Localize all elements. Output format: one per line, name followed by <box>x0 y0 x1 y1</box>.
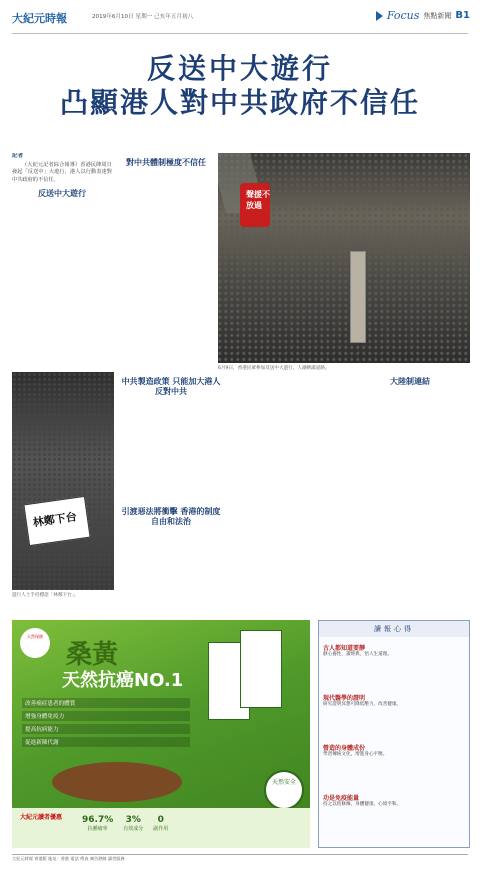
headline <box>0 52 480 120</box>
section-name: Focus <box>386 9 420 22</box>
date-line: 2019年6月10日 星期一 己亥年五月初八 <box>92 14 194 20</box>
main-photo-caption: 6月9日，香港民眾參加反送中大遊行，人潮擠滿道路。 <box>218 366 330 371</box>
info-box-header: 讀報心得 <box>319 621 469 637</box>
pedestrian-bridge <box>350 251 366 343</box>
info-item-text: 學習傳統文化，增進身心平衡。 <box>323 752 388 757</box>
newspaper-logo: 大紀元時報 <box>12 12 67 25</box>
masthead <box>0 0 480 42</box>
info-item-text: 靜心養性，讀經典，悟人生道理。 <box>323 652 392 657</box>
sidebar-info-box <box>318 620 470 848</box>
product-box <box>240 630 282 708</box>
ad-stat-label: 副作用 <box>153 826 169 832</box>
article-subhead: 中共製造政策 只能加大港人反對中共 <box>121 376 221 396</box>
ad-brand: 桑黃 <box>66 640 119 670</box>
ad-seal: 天然安全 <box>264 770 304 810</box>
ad-stat-value: 0 <box>157 815 164 825</box>
protest-crowd-photo <box>218 153 470 363</box>
section-header <box>376 9 470 22</box>
page-footer: 大紀元時報 香港版 地址：香港 電話 傳真 廣告熱線 讀者服務 <box>12 854 468 870</box>
info-item <box>323 643 467 658</box>
ad-benefit-item: 改善癌症患者的體質 <box>22 698 190 708</box>
info-item-title: 古人都知道要靜 <box>323 645 366 652</box>
ad-benefit-item: 增強身體免疫力 <box>22 711 190 721</box>
ad-stat <box>123 815 143 832</box>
info-item-text: 研究證明冥想可降低壓力、改善健康。 <box>323 702 402 707</box>
info-item-title: 功是免疫能量 <box>323 795 360 802</box>
article-byline: 記者 <box>12 153 24 159</box>
product-boxes <box>208 630 288 740</box>
ad-stats <box>82 815 168 832</box>
info-item-text: 持之以恆修煉，身體健康、心境平和。 <box>323 802 402 807</box>
page-number: B1 <box>455 10 470 21</box>
left-photo-caption: 遊行人士手持標語「林鄭下台」。 <box>12 593 79 598</box>
ad-benefits-list <box>22 698 190 750</box>
advertisement[interactable] <box>12 620 310 848</box>
article-subhead: 大陸制連結 <box>390 376 430 386</box>
ad-hotline[interactable]: 大紀元讀者優惠 <box>20 814 63 821</box>
info-item <box>323 793 467 808</box>
ad-stat-value: 96.7% <box>82 815 114 825</box>
protest-sign <box>240 183 270 227</box>
info-item <box>323 743 467 758</box>
info-item-title: 現代醫學的證明 <box>323 695 366 702</box>
article-column-4 <box>228 372 344 612</box>
ad-benefit-item: 促進新陳代謝 <box>22 737 190 747</box>
ad-stat-label: 有效成分 <box>123 826 144 832</box>
protest-banner-text: 林鄭下台 <box>32 510 78 530</box>
info-item-title: 營造的身體成份 <box>323 745 366 752</box>
protest-banner-photo <box>12 372 114 590</box>
headline-line-2: 凸顯港人對中共政府不信任 <box>59 86 420 119</box>
article-column-2 <box>118 153 214 367</box>
ad-badge: 天然保健 <box>20 628 50 658</box>
article-column-1 <box>12 153 112 367</box>
section-subtitle: 焦點新聞 <box>423 11 452 20</box>
ad-stat <box>153 815 168 832</box>
article-column-5 <box>350 372 470 612</box>
mushroom-image <box>52 762 182 802</box>
article-subhead: 對中共體制極度不信任 <box>126 157 206 167</box>
article-subhead: 反送中大遊行 <box>38 187 86 198</box>
article-paragraph: （大紀元記者綜合報導）香港民陣周日發起「反送中」大遊行，港人以行動表達對中共政府的不信任。 <box>12 162 112 183</box>
ad-benefit-item: 提高抗病能力 <box>22 724 190 734</box>
headline-line-1: 反送中大遊行 <box>146 52 333 85</box>
protest-sign-text: 聲援不放過 <box>246 190 270 210</box>
section-arrow-icon <box>376 11 383 21</box>
protest-banner <box>23 496 90 546</box>
info-item <box>323 693 467 708</box>
ad-stat <box>82 815 113 832</box>
ad-stat-label: 抗腫瘤率 <box>87 826 108 832</box>
ad-tagline: 天然抗癌NO.1 <box>62 670 184 691</box>
masthead-divider <box>12 33 468 34</box>
article-column-3 <box>120 372 222 612</box>
article-subhead: 引渡惡法將衝擊 香港的制度自由和法治 <box>121 506 221 526</box>
ad-stat-value: 3% <box>125 815 141 825</box>
